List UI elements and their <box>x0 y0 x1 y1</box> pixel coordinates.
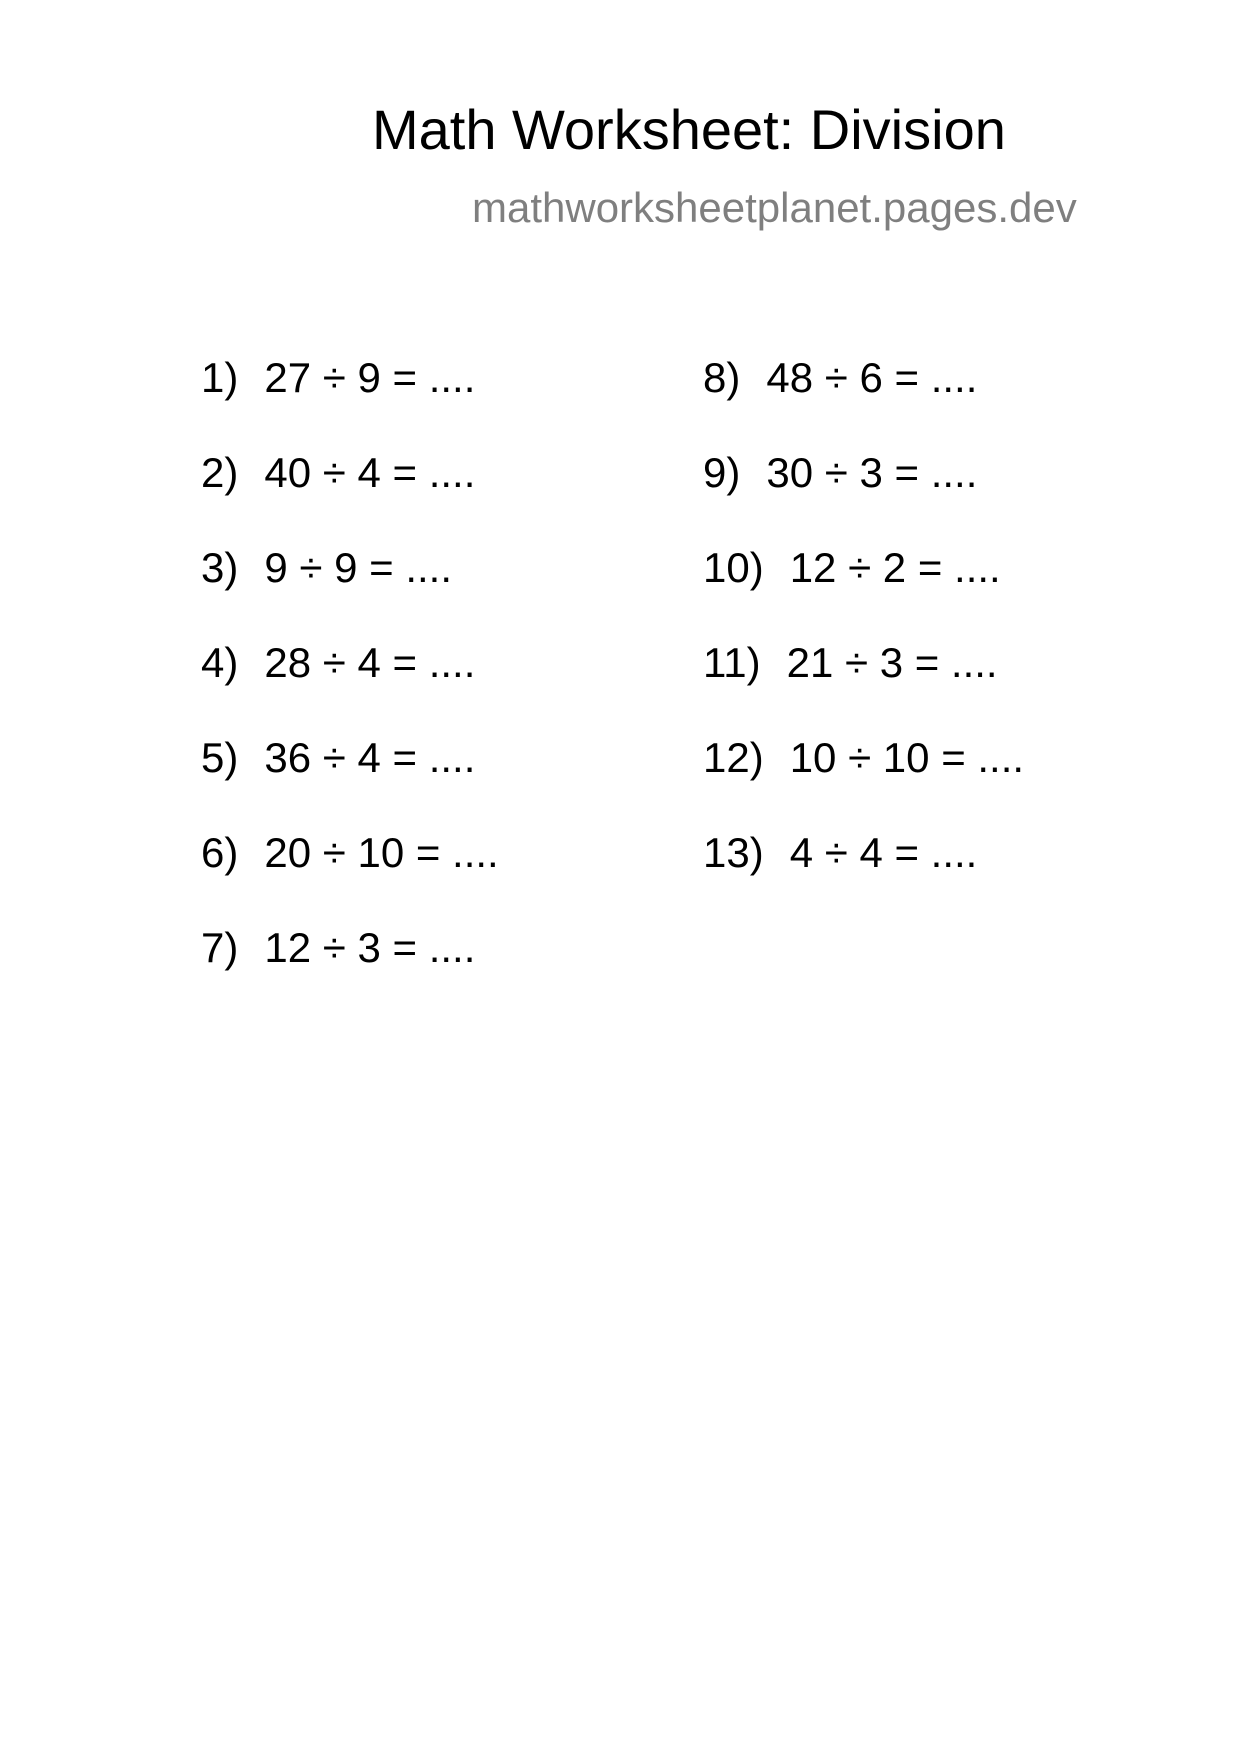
problem-number: 10) <box>703 544 764 591</box>
problem-expression: 9 ÷ 9 = .... <box>264 544 453 591</box>
problem-expression: 12 ÷ 3 = .... <box>264 924 476 971</box>
problem-6 <box>201 829 499 924</box>
problem-expression: 20 ÷ 10 = .... <box>264 829 499 876</box>
problem-number: 5) <box>201 734 239 781</box>
problem-expression: 30 ÷ 3 = .... <box>766 449 978 496</box>
problem-expression: 21 ÷ 3 = .... <box>786 639 998 686</box>
problem-expression: 36 ÷ 4 = .... <box>264 734 476 781</box>
problem-9 <box>703 449 1024 544</box>
problem-3 <box>201 544 499 639</box>
problem-number: 4) <box>201 639 239 686</box>
problem-number: 1) <box>201 354 239 401</box>
problem-8 <box>703 354 1024 449</box>
problem-5 <box>201 734 499 829</box>
problem-number: 2) <box>201 449 239 496</box>
problem-13 <box>703 829 1024 924</box>
problem-column-right <box>703 354 1024 924</box>
problem-1 <box>201 354 499 449</box>
problem-number: 6) <box>201 829 239 876</box>
problem-expression: 40 ÷ 4 = .... <box>264 449 476 496</box>
problem-10 <box>703 544 1024 639</box>
problem-number: 9) <box>703 449 741 496</box>
problem-expression: 27 ÷ 9 = .... <box>264 354 476 401</box>
problem-column-left <box>201 354 499 1019</box>
problem-expression: 10 ÷ 10 = .... <box>789 734 1025 781</box>
website-url: mathworksheetplanet.pages.dev <box>472 184 1077 231</box>
problem-number: 8) <box>703 354 741 401</box>
problem-expression: 28 ÷ 4 = .... <box>264 639 476 686</box>
problem-number: 3) <box>201 544 239 591</box>
problem-number: 7) <box>201 924 239 971</box>
problem-expression: 48 ÷ 6 = .... <box>766 354 978 401</box>
problem-number: 13) <box>703 829 764 876</box>
problem-expression: 4 ÷ 4 = .... <box>789 829 978 876</box>
problem-number: 11) <box>703 639 761 686</box>
problem-number: 12) <box>703 734 764 781</box>
problem-7 <box>201 924 499 1019</box>
problem-2 <box>201 449 499 544</box>
problem-4 <box>201 639 499 734</box>
problem-12 <box>703 734 1024 829</box>
problem-expression: 12 ÷ 2 = .... <box>789 544 1001 591</box>
problem-11 <box>703 639 1024 734</box>
worksheet-title: Math Worksheet: Division <box>372 98 1006 161</box>
